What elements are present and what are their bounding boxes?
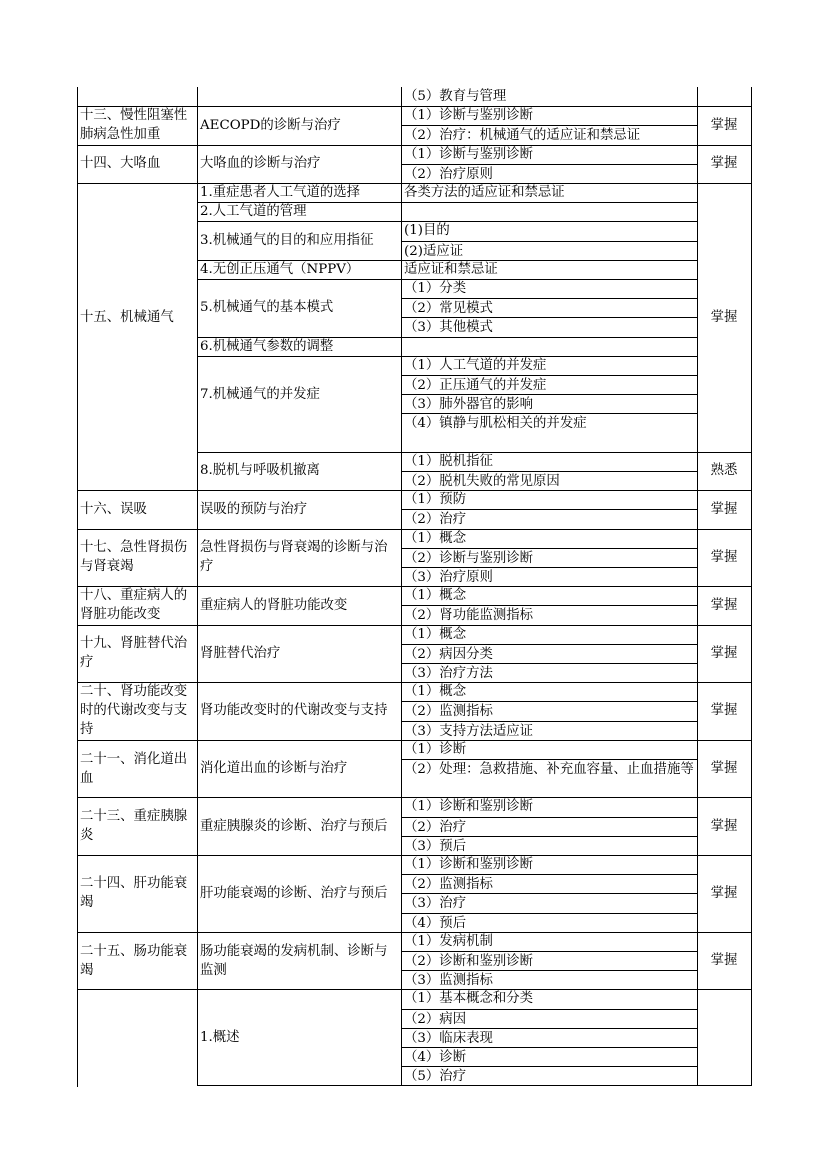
requirement-cell: 掌握 — [710, 761, 738, 777]
table-hline — [77, 740, 752, 741]
content-item: （2）治疗 — [401, 509, 697, 528]
unit-cell: 十九、肾脏替代治疗 — [80, 636, 188, 671]
requirement-cell: 掌握 — [710, 501, 738, 517]
content-item: （2）病因分类 — [401, 644, 697, 663]
unit-cell: 二十四、肝功能衰竭 — [80, 876, 188, 911]
topic-cell: 重症胰腺炎的诊断、治疗与预后 — [200, 818, 388, 834]
table-hline — [77, 682, 752, 683]
content-item: （1）基本概念和分类 — [404, 991, 534, 1007]
content-item: （2）治疗 — [401, 817, 697, 836]
content-item: （3）治疗方法 — [401, 663, 697, 682]
topic-cell: 1.重症患者人工气道的选择 — [200, 185, 361, 201]
content-item: （2）肾功能监测指标 — [401, 605, 697, 624]
content-item: 各类方法的适应证和禁忌证 — [404, 185, 565, 200]
unit-cell: 十五、机械通气 — [80, 309, 174, 325]
topic-cell: 1.概述 — [200, 1029, 240, 1045]
content-item: （1）预防 — [404, 492, 467, 508]
requirement-cell: 掌握 — [710, 645, 738, 661]
content-item: （3）支持方法适应证 — [401, 721, 697, 740]
table-hline — [77, 490, 752, 491]
content-item: （2）常见模式 — [401, 298, 697, 317]
table-hline — [77, 855, 752, 856]
topic-cell: 肾脏替代治疗 — [200, 645, 281, 661]
content-item: （2）监测指标 — [401, 701, 697, 720]
content-item: （3）治疗 — [401, 893, 697, 912]
content-item: （4）预后 — [401, 913, 697, 932]
unit-cell: 十六、误吸 — [80, 501, 147, 517]
topic-cell: 2.人工气道的管理 — [200, 204, 307, 220]
content-item: （2）病因 — [401, 1009, 697, 1028]
content-item: （2）治疗原则 — [401, 164, 697, 183]
unit-cell: 十八、重症病人的肾脏功能改变 — [80, 588, 188, 623]
topic-cell: 肝功能衰竭的诊断、治疗与预后 — [200, 885, 388, 901]
unit-cell: 二十一、消化道出血 — [80, 751, 188, 786]
table-vline — [401, 87, 402, 1085]
content-item: （3）预后 — [401, 836, 697, 855]
requirement-cell: 掌握 — [710, 953, 738, 969]
requirement-cell: 掌握 — [710, 885, 738, 901]
topic-cell: 急性肾损伤与肾衰竭的诊断与治疗 — [200, 540, 388, 575]
topic-cell: 8.脱机与呼吸机撤离 — [200, 463, 320, 479]
content-item: （1）诊断与鉴别诊断 — [404, 146, 534, 162]
content-item: （1）概念 — [404, 684, 467, 700]
topic-cell: 肠功能衰竭的发病机制、诊断与监测 — [200, 943, 388, 978]
content-item: （3）监测指标 — [401, 970, 697, 989]
requirement-cell: 掌握 — [710, 156, 738, 172]
content-item: （4）诊断 — [401, 1047, 697, 1066]
content-item: （4）镇静与肌松相关的并发症 — [401, 413, 697, 432]
content-item: （2）监测指标 — [401, 874, 697, 893]
topic-cell: 4.无创正压通气（NPPV） — [200, 261, 360, 277]
topic-cell: AECOPD的诊断与治疗 — [200, 117, 341, 133]
table-hline — [77, 625, 752, 626]
content-item: （1）诊断与鉴别诊断 — [404, 108, 534, 124]
content-item: （1）分类 — [404, 281, 467, 296]
content-item: （1）概念 — [404, 626, 467, 642]
content-item: （1）诊断和鉴别诊断 — [404, 799, 534, 815]
table-hline — [77, 586, 752, 587]
requirement-cell: 掌握 — [710, 549, 738, 565]
content-item: （1）脱机指征 — [404, 453, 493, 469]
table-hline — [77, 106, 752, 107]
table-hline — [77, 183, 198, 184]
topic-cell: 肾功能改变时的代谢改变与支持 — [200, 703, 388, 719]
table-hline — [197, 1085, 752, 1086]
content-item: （5）教育与管理 — [404, 89, 507, 104]
table-vline — [197, 87, 198, 1085]
table-hline — [77, 797, 752, 798]
content-item: （2）处理：急救措施、补充血容量、止血措施等 — [401, 759, 697, 797]
table-hline — [77, 932, 752, 933]
requirement-cell: 掌握 — [710, 703, 738, 719]
topic-cell: 7.机械通气的并发症 — [200, 386, 320, 402]
topic-cell: 大咯血的诊断与治疗 — [200, 156, 321, 172]
content-item — [401, 202, 697, 221]
content-item: （5）治疗 — [401, 1066, 697, 1085]
topic-cell: 消化道出血的诊断与治疗 — [200, 761, 348, 777]
table-hline — [197, 452, 752, 453]
topic-cell: 误吸的预防与治疗 — [200, 501, 308, 517]
requirement-cell: 掌握 — [710, 309, 738, 325]
content-item — [401, 337, 697, 356]
content-item: （1）概念 — [404, 530, 467, 546]
content-item: (1)目的 — [404, 223, 450, 239]
table-hline — [77, 529, 752, 530]
unit-cell: 十四、大咯血 — [80, 156, 161, 172]
table-hline — [697, 183, 752, 184]
content-item: （3）肺外器官的影响 — [401, 394, 697, 413]
requirement-cell: 掌握 — [710, 117, 738, 133]
topic-cell: 重症病人的肾脏功能改变 — [200, 597, 348, 613]
topic-cell: 3.机械通气的目的和应用指征 — [200, 233, 374, 249]
unit-cell: 十三、慢性阻塞性肺病急性加重 — [80, 108, 188, 143]
requirement-cell: 熟悉 — [710, 463, 738, 479]
content-item: （1）人工气道的并发症 — [404, 357, 547, 373]
requirement-cell: 掌握 — [710, 818, 738, 834]
unit-cell: 十七、急性肾损伤与肾衰竭 — [80, 540, 188, 575]
topic-cell: 5.机械通气的基本模式 — [200, 300, 334, 316]
content-item: （3）临床表现 — [401, 1028, 697, 1047]
content-item: （2）脱机失败的常见原因 — [401, 471, 697, 490]
table-vline — [697, 87, 698, 1085]
unit-cell: 二十三、重症胰腺炎 — [80, 809, 188, 844]
table-hline — [77, 145, 752, 146]
content-item: (2)适应证 — [401, 241, 697, 260]
requirement-cell: 掌握 — [710, 597, 738, 613]
content-item: （1）诊断 — [404, 741, 467, 757]
unit-cell: 二十五、肠功能衰竭 — [80, 943, 188, 978]
content-item: （1）概念 — [404, 588, 467, 604]
table-vline — [77, 87, 78, 1087]
table-vline — [751, 87, 752, 1085]
content-item: （2）诊断与鉴别诊断 — [401, 548, 697, 567]
content-item: （3）治疗原则 — [401, 567, 697, 586]
topic-cell: 6.机械通气参数的调整 — [200, 338, 334, 354]
content-item: 适应证和禁忌证 — [404, 261, 498, 277]
content-item: （1）发病机制 — [404, 933, 493, 949]
table-hline — [77, 989, 752, 990]
content-item: （3）其他模式 — [401, 317, 697, 336]
unit-cell: 二十、肾功能改变时的代谢改变与支持 — [80, 684, 188, 738]
content-item: （2）诊断和鉴别诊断 — [401, 951, 697, 970]
content-item: （2）治疗：机械通气的适应证和禁忌证 — [401, 125, 697, 144]
content-item: （2）正压通气的并发症 — [401, 375, 697, 394]
content-item: （1）诊断和鉴别诊断 — [404, 857, 534, 872]
